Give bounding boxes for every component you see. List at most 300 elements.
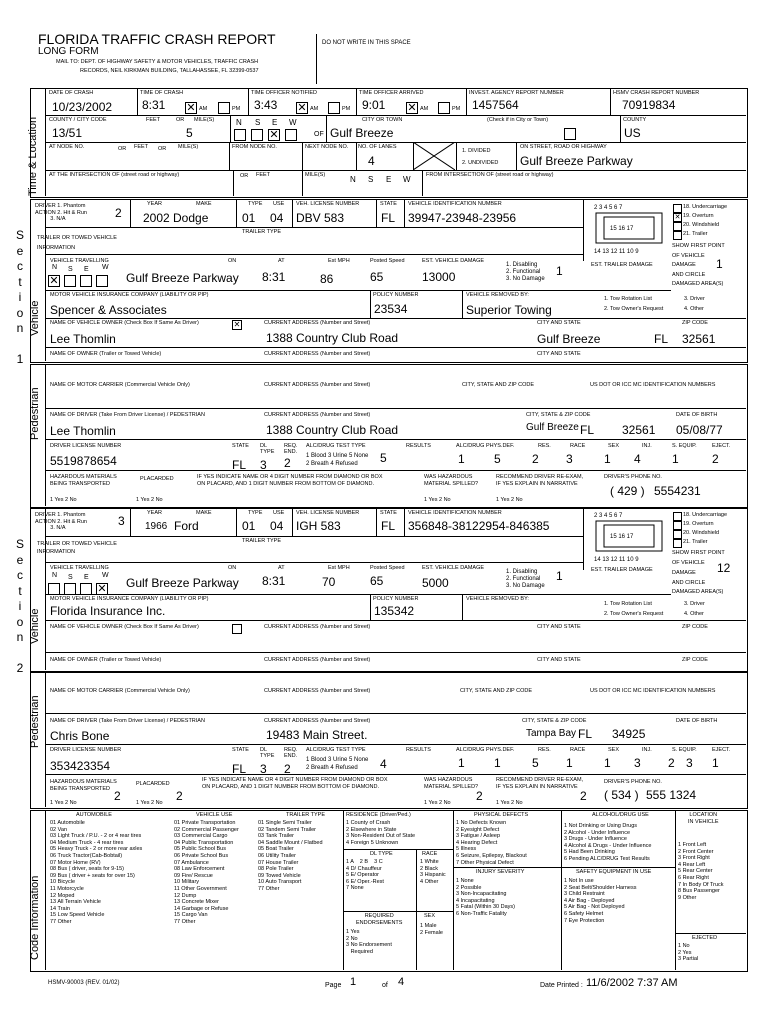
- v2-label-windshield: 20. Windshield: [683, 530, 720, 536]
- p1-placard-yesno: 1 Yes 2 No: [136, 497, 163, 503]
- p1-spilled-yesno: 1 Yes 2 No: [424, 497, 451, 503]
- code-ejected: 1 No 2 Yes 3 Partial: [678, 943, 699, 963]
- label-phys-def-2: ALC/DRUG PHYS.DEF.: [456, 747, 515, 753]
- label-req-end: REQ. END.: [284, 443, 298, 455]
- page-label: Page: [325, 982, 342, 989]
- label-plate-2: VEH. LICENSE NUMBER: [296, 510, 360, 516]
- p2-license: 353423354: [50, 759, 111, 773]
- label-damage-est-2: EST. VEHICLE DAMAGE: [422, 565, 485, 571]
- section1-letter: t: [18, 274, 22, 289]
- invest-report-number: 1457564: [472, 98, 519, 112]
- code-information-heading: Code Information: [29, 875, 41, 960]
- heading-required: REQUIRED ENDORSEMENTS: [356, 913, 403, 926]
- label-from-intersection: FROM INTERSECTION OF (street road or highway): [426, 172, 554, 178]
- v2-policy: 135342: [374, 604, 415, 618]
- v1-type: 01: [242, 211, 256, 225]
- label-sex: SEX: [608, 443, 620, 449]
- label-placarded: PLACARDED: [140, 476, 174, 482]
- v1-removed: Superior Towing: [466, 303, 552, 317]
- label-removed: VEHICLE REMOVED BY:: [466, 292, 529, 298]
- label-undercarriage: 18. Undercarriage: [683, 204, 728, 210]
- undercarriage-box[interactable]: [673, 204, 682, 213]
- section-2-letters: [14, 537, 26, 677]
- p1-license: 5519878654: [50, 454, 117, 468]
- am-checkbox-notified[interactable]: ✕: [297, 102, 307, 114]
- label-res-2: RES.: [538, 747, 551, 753]
- label-spilled: WAS HAZARDOUS MATERIAL SPILLED?: [424, 474, 479, 487]
- p2-reexam: 2: [580, 789, 587, 803]
- label-trailer-info: TRAILER OR TOWED VEHICLE INFORMATION: [37, 235, 117, 251]
- label-year: YEAR: [147, 201, 162, 207]
- of-label: of: [382, 982, 388, 989]
- overturn-box[interactable]: ✕: [674, 214, 681, 221]
- label-dl-type: DL TYPE: [260, 443, 275, 455]
- v2-label-and-circle: AND CIRCLE: [672, 580, 706, 586]
- label-vin-2: VEHICLE IDENTIFICATION NUMBER: [408, 510, 502, 516]
- label-state-2: STATE: [380, 510, 397, 516]
- v2-label-damage: DAMAGE: [672, 570, 696, 576]
- label-feet: FEET: [146, 117, 161, 123]
- mail-line-1: MAIL TO: DEPT. OF HIGHWAY SAFETY & MOTOR VEHICLES, TRAFFIC CRASH: [56, 59, 259, 65]
- dir-s-box[interactable]: [251, 129, 263, 141]
- label-driver-action: DRIVER 1. Phantom ACTION 2. Hit & Run 3. N/A: [35, 203, 87, 222]
- section2-letter: i: [18, 599, 22, 613]
- p2-phone-area: ( 534 ): [604, 788, 639, 802]
- v1-dir-e-box[interactable]: [80, 275, 92, 287]
- label-policy-2: POLICY NUMBER: [373, 596, 419, 602]
- v1-owner: Lee Thomlin: [50, 332, 116, 346]
- code-location: 1 Front Left 2 Front Center 3 Front Right 4 Rear Left 5 Rear Center 6 Rear Right 7 In Body Of Truck 8 Bus Passenger 9 Other: [678, 842, 724, 901]
- code-dl-type: 1 A 2 B 3 C 4 D/ Chauffeur 5 E/ Operator 6 E/ Oper.-Rest 7 None: [346, 859, 384, 892]
- label-trailer-info-2: TRAILER OR TOWED VEHICLE INFORMATION: [37, 541, 117, 555]
- dir-e-2: E: [386, 175, 392, 184]
- v1-dir-e: E: [84, 266, 89, 273]
- label-type-2: TYPE: [248, 510, 263, 516]
- label-eject: EJECT.: [712, 443, 731, 449]
- v2-trailer-box[interactable]: [673, 539, 682, 548]
- v2-undercarriage-box[interactable]: [673, 512, 682, 521]
- heading-physical: PHYSICAL DEFECTS: [474, 812, 529, 818]
- v2-dir-n: N: [52, 572, 58, 579]
- code-alcohol: 1 Not Drinking or Using Drugs 2 Alcohol - Under Influence 3 Drugs - Under Influence 4 Alcohol & Drugs - Under Influence 5 Had Been Drinking 6 Pending ALC/DRUG Test Results: [564, 823, 652, 862]
- label-of: OF: [314, 131, 324, 138]
- label-alc-test-2: ALC/DRUG TEST TYPE: [306, 747, 366, 753]
- label-est-mph: Est MPH: [328, 258, 350, 264]
- label-county-city: COUNTY / CITY CODE: [49, 117, 107, 123]
- label-miles: MILE(S): [194, 117, 215, 123]
- v2-label-first-point: SHOW FIRST POINT: [672, 550, 725, 556]
- label-hazmat-note: IF YES INDICATE NAME OR 4 DIGIT NUMBER FROM DIAMOND OR BOX ON PLACARD, AND 1 DIGIT NUMBER FROM BOTTOM OF DIAMOND.: [197, 474, 383, 487]
- v1-damage-area: 1: [716, 257, 723, 271]
- label-owner-address: CURRENT ADDRESS (Number and Street): [264, 320, 371, 326]
- total-pages: 4: [398, 976, 405, 988]
- v2-use: 04: [270, 519, 284, 533]
- code-race: 1 White 2 Black 3 Hispanic 4 Other: [420, 859, 446, 885]
- section1-letter: e: [16, 243, 24, 258]
- p2-req-end: 2: [284, 762, 291, 776]
- label-alc-test: ALC/DRUG TEST TYPE: [306, 443, 366, 449]
- label-show-first-point: SHOW FIRST POINT: [672, 243, 725, 249]
- pedestrian-heading-1: Pedestrian: [29, 387, 41, 440]
- p2-phys: 1: [494, 756, 501, 770]
- v1-owner-state: FL: [654, 332, 669, 346]
- p1-phys: 5: [494, 452, 501, 466]
- label-windshield: 20. Windshield: [683, 222, 720, 228]
- v2-posted: 65: [370, 574, 384, 588]
- p2-equip-2: 3: [686, 756, 693, 770]
- dir-n: N: [236, 118, 242, 127]
- label-trailer-damage: EST. TRAILER DAMAGE: [591, 262, 653, 268]
- heading-sex: SEX: [424, 913, 436, 919]
- time-notified: 3:43: [254, 98, 278, 112]
- windshield-box[interactable]: [673, 222, 682, 231]
- section2-letter: e: [16, 552, 24, 567]
- removed-opt-3: 3. Driver: [684, 296, 705, 302]
- p2-spilled-yesno: 1 Yes 2 No: [424, 800, 451, 806]
- v2-same-as-driver-box[interactable]: [232, 624, 242, 634]
- v1-at: 8:31: [262, 270, 286, 284]
- v2-overturn-box[interactable]: [673, 521, 682, 530]
- p1-hazmat-yesno: 1 Yes 2 No: [50, 497, 77, 503]
- p2-dl-state: FL: [232, 762, 247, 776]
- label-date-of-crash: DATE OF CRASH: [49, 90, 94, 96]
- p1-reexam-yesno: 1 Yes 2 No: [496, 497, 523, 503]
- time-arrived: 9:01: [362, 98, 386, 112]
- p1-equip: 1: [672, 452, 679, 466]
- v2-dir-w: W: [102, 572, 109, 579]
- v1-vin: 39947-23948-23956: [408, 211, 517, 225]
- p1-results: 1: [458, 452, 465, 466]
- label-driver-action-2: DRIVER 1. Phantom ACTION 2. Hit & Run 3. N/A: [35, 512, 87, 531]
- label-est-mph-2: Est MPH: [328, 565, 350, 571]
- p1-sex: 1: [604, 452, 611, 466]
- p2-hazmat-yesno: 1 Yes 2 No: [50, 800, 77, 806]
- v2-dir-w-box[interactable]: ✕: [97, 583, 107, 595]
- label-on: ON: [228, 258, 237, 264]
- city-town: Gulf Breeze: [330, 126, 394, 140]
- code-sex: 1 Male 2 Female: [420, 923, 443, 936]
- date-printed-label: Date Printed :: [540, 982, 583, 989]
- v2-at: 8:31: [262, 574, 286, 588]
- p2-inj: 3: [634, 756, 641, 770]
- label-lanes: NO. OF LANES: [358, 144, 397, 150]
- label-driver-addr: CURRENT ADDRESS (Number and Street): [264, 412, 371, 418]
- v2-label-trailer: 21. Trailer: [683, 539, 708, 545]
- v2-label-undercarriage: 18. Undercarriage: [683, 512, 728, 518]
- label-damage-opts-2: 1. Disabling 2. Functional 3. No Damage: [506, 569, 545, 589]
- svg-text:14 13 12 11 10 9: 14 13 12 11 10 9: [594, 557, 639, 563]
- p1-res: 2: [532, 452, 539, 466]
- p2-phone: 555 1324: [646, 788, 697, 802]
- county-city-code: 13/51: [52, 126, 83, 140]
- v1-dir-n-box[interactable]: ✕: [49, 275, 59, 287]
- v1-dir-w-box[interactable]: [96, 275, 108, 287]
- v2-dir-s: S: [68, 574, 73, 581]
- p1-driver-addr: 1388 Country Club Road: [266, 423, 399, 437]
- svg-text:15 16 17: 15 16 17: [610, 226, 634, 232]
- v2-on-road: Gulf Breeze Parkway: [126, 576, 239, 590]
- form-number: HSMV-90003 (REV. 01/02): [48, 980, 120, 986]
- p1-phone: 5554231: [654, 484, 701, 498]
- p1-req-end: 2: [284, 456, 291, 470]
- p2-placarded: 2: [176, 789, 183, 803]
- p1-eject: 2: [712, 452, 719, 466]
- label-equip-2: S. EQUIP.: [672, 747, 697, 753]
- dir-w-box[interactable]: [285, 129, 297, 141]
- label-feet-3: FEET: [256, 172, 271, 178]
- label-eject-2: EJECT.: [712, 747, 731, 753]
- v1-owner-zip: 32561: [682, 332, 716, 346]
- removed-opt-1-2: 1. Tow Rotation List: [604, 601, 652, 607]
- label-miles-3: MILE(S): [305, 172, 326, 178]
- v1-policy: 23534: [374, 302, 408, 316]
- v1-same-as-driver-box[interactable]: ✕: [233, 320, 241, 329]
- lanes-cross: [413, 142, 455, 170]
- label-owner-2: NAME OF VEHICLE OWNER (Check Box If Same As Driver): [50, 624, 199, 630]
- removed-opt-1: 1. Tow Rotation List: [604, 296, 652, 302]
- label-travelling: VEHICLE TRAVELLING: [50, 258, 109, 264]
- dir-e: E: [272, 118, 278, 127]
- label-hazmat: HAZARDOUS MATERIALS BEING TRANSPORTED: [50, 474, 117, 487]
- v1-posted: 65: [370, 270, 384, 284]
- v1-insurance: Spencer & Associates: [50, 303, 167, 317]
- dir-s: S: [255, 118, 261, 127]
- p2-results: 1: [458, 756, 465, 770]
- label-dl-state-2: STATE: [232, 747, 249, 753]
- label-trailer-city-2: CITY AND STATE: [537, 657, 581, 663]
- v1-est-mph: 86: [320, 272, 334, 286]
- label-trailer-zip-2: ZIP CODE: [682, 657, 708, 663]
- svg-text:2 3 4 5 6 7: 2 3 4 5 6 7: [594, 205, 623, 211]
- v1-dir-s: S: [68, 266, 73, 273]
- section1-letter: 1: [16, 352, 24, 366]
- label-county: COUNTY: [623, 117, 647, 123]
- label-alc-opts-2: 1 Blood 3 Urine 5 None 2 Breath 4 Refused: [306, 757, 369, 771]
- dir-w-2: W: [403, 175, 411, 184]
- label-and-circle: AND CIRCLE: [672, 272, 706, 278]
- label-undivided: 2. UNDIVIDED: [462, 160, 499, 166]
- label-of-vehicle: OF VEHICLE: [672, 253, 705, 259]
- pedestrian-heading-2: Pedestrian: [29, 695, 41, 748]
- p2-state: FL: [578, 727, 593, 741]
- heading-vehicle-type: AUTOMOBILE: [76, 812, 112, 818]
- code-residence: 1 County of Crash 2 Elsewhere in State 3 Non-Resident Out of State 4 Foreign 5 Unknown: [346, 820, 416, 846]
- label-check-city: (Check if in City or Town): [487, 117, 549, 123]
- pm-label: PM: [342, 106, 351, 112]
- label-insurance: MOTOR VEHICLE INSURANCE COMPANY (LIABILITY OR PIP): [50, 292, 209, 298]
- label-hazmat-2: HAZARDOUS MATERIALS BEING TRANSPORTED: [50, 779, 117, 792]
- p1-inj: 4: [634, 452, 641, 466]
- p2-driver-name: Chris Bone: [50, 729, 110, 743]
- dir-n-box[interactable]: [234, 129, 246, 141]
- label-on-2: ON: [228, 565, 237, 571]
- label-trailer-type: TRAILER TYPE: [242, 229, 282, 235]
- page-number: 1: [350, 976, 357, 988]
- v2-type: 01: [242, 519, 256, 533]
- p2-hazmat: 2: [114, 789, 121, 803]
- label-owner-address-2: CURRENT ADDRESS (Number and Street): [264, 624, 371, 630]
- label-race: RACE: [570, 443, 586, 449]
- mail-line-2: RECORDS, NEIL KIRKMAN BUILDING, TALLAHASSEE, FL 32399-0537: [80, 68, 259, 74]
- label-damage-opts: 1. Disabling 2. Functional 3. No Damage: [506, 262, 545, 282]
- heading-trailer-type: TRAILER TYPE: [286, 812, 326, 818]
- label-req-end-2: REQ. END.: [284, 747, 298, 759]
- p2-driver-addr: 19483 Main Street.: [266, 728, 368, 742]
- v2-plate: IGH 583: [296, 519, 341, 533]
- v1-use: 04: [270, 211, 284, 225]
- am-checkbox-crash[interactable]: ✕: [186, 102, 196, 114]
- label-license: DRIVER LICENSE NUMBER: [50, 443, 122, 449]
- v1-action: 2: [115, 206, 122, 220]
- label-trailer-address: CURRENT ADDRESS (Number and Street): [264, 351, 371, 357]
- section2-letter: n: [16, 630, 24, 644]
- label-driver-csz: CITY, STATE & ZIP CODE: [526, 412, 591, 418]
- crash-time: 8:31: [142, 98, 166, 112]
- label-results: RESULTS: [406, 443, 431, 449]
- label-intersection: AT THE INTERSECTION OF (street road or highway): [49, 172, 180, 178]
- heading-ejected: EJECTED: [692, 935, 718, 941]
- v2-damage: 5000: [422, 576, 449, 590]
- crash-date: 10/23/2002: [52, 100, 113, 114]
- label-usdot-2: US DOT OR ICC MC IDENTIFICATION NUMBERS: [590, 688, 716, 694]
- section-1-letters: [14, 228, 26, 368]
- v2-label-damaged-areas: DAMAGED AREA(S): [672, 589, 724, 595]
- code-physical: 1 No Defects Known 2 Eyesight Defect 3 Fatigue / Asleep 4 Hearing Defect 5 Illness 6 Seizure, Epilepsy, Blackout 7 Other Physical Defect: [456, 820, 527, 866]
- section1-letter: c: [17, 259, 23, 273]
- label-inj-2: INJ.: [642, 747, 652, 753]
- label-trailer-owner: NAME OF OWNER (Trailer or Towed Vehicle): [50, 351, 162, 357]
- label-driver: NAME OF DRIVER (Take From Driver License) / PEDESTRIAN: [50, 412, 205, 418]
- v2-windshield-box[interactable]: [673, 530, 682, 539]
- p2-equip-1: 2: [668, 756, 675, 770]
- code-vehicle-type: 01 Automobile 02 Van 03 Light Truck / P.U. - 2 or 4 rear tires 04 Medium Truck - 4 rear tires 05 Heavy Truck - 2 or more rear axles 06 Truck Tractor(Cab-Bobtail) 07 Motor Home (RV) 08 Bus ( driver, seats for 9-15) 09 Bus ( driver + seats for over 15) 10 Bicycle 11 Motorcycle 12 Moped 13 All Terrain Vehicle 14 Train 15 Low Speed Vehicle 77 Other: [50, 820, 143, 925]
- heading-injury: INJURY SEVERITY: [476, 869, 525, 875]
- label-divided: 1. DIVIDED: [462, 148, 491, 154]
- p1-driver-name: Lee Thomlin: [50, 424, 116, 438]
- p1-zip: 32561: [622, 423, 656, 437]
- p1-phone-area: ( 429 ): [610, 484, 645, 498]
- label-trailer-city: CITY AND STATE: [537, 351, 581, 357]
- v1-damage: 13000: [422, 270, 456, 284]
- label-hsmv-number: HSMV CRASH REPORT NUMBER: [613, 90, 700, 96]
- label-plate: VEH. LICENSE NUMBER: [296, 201, 360, 207]
- label-carrier-csz-2: CITY, STATE AND ZIP CODE: [460, 688, 533, 694]
- code-trailer-type: 01 Single Semi Trailer 02 Tandem Semi Trailer 03 Tank Trailer 04 Saddle Mount / Flatbed 05 Boat Trailer 06 Utility Trailer 07 House Trailer 08 Pole Trailer 09 Towed Vehicle 10 Auto Transport 77 Other: [258, 820, 323, 892]
- v2-label-overturn: 19. Overturn: [683, 521, 714, 527]
- label-state: STATE: [380, 201, 397, 207]
- pm-checkbox-arrived[interactable]: [438, 102, 450, 114]
- v1-dir-s-box[interactable]: [64, 275, 76, 287]
- label-carrier: NAME OF MOTOR CARRIER (Commercial Vehicle Only): [50, 382, 190, 388]
- label-driver-addr-2: CURRENT ADDRESS (Number and Street): [264, 718, 371, 724]
- p2-city: Tampa Bay: [526, 728, 577, 739]
- v2-make: Ford: [174, 519, 199, 533]
- v1-on-road: Gulf Breeze Parkway: [126, 271, 239, 285]
- am-checkbox-arrived[interactable]: ✕: [407, 102, 417, 114]
- label-or-3: OR: [158, 146, 167, 152]
- label-use: USE: [273, 201, 285, 207]
- pm-checkbox-crash[interactable]: [218, 102, 230, 114]
- label-type: TYPE: [248, 201, 263, 207]
- label-zip: ZIP CODE: [682, 320, 708, 326]
- p2-dl-type: 3: [260, 762, 267, 776]
- dir-s-2: S: [368, 175, 374, 184]
- label-trailer-type-2: TRAILER TYPE: [242, 538, 282, 544]
- section2-letter: [14, 646, 26, 662]
- label-damaged-areas: DAMAGED AREA(S): [672, 281, 724, 287]
- v2-est-mph: 70: [322, 575, 336, 589]
- label-reexam: RECOMMEND DRIVER RE-EXAM, IF YES EXPLAIN IN NARRATIVE: [496, 474, 584, 487]
- in-city-checkbox[interactable]: [564, 128, 576, 140]
- section1-letter: [14, 337, 26, 353]
- label-removed-2: VEHICLE REMOVED BY:: [466, 596, 529, 602]
- label-dl-state: STATE: [232, 443, 249, 449]
- label-miles-2: MILE(S): [178, 144, 199, 150]
- label-city-state: CITY AND STATE: [537, 320, 581, 326]
- label-license-2: DRIVER LICENSE NUMBER: [50, 747, 122, 753]
- form-subtitle: LONG FORM: [38, 46, 99, 57]
- p1-dob: 05/08/77: [676, 423, 723, 437]
- section1-letter: o: [16, 305, 24, 320]
- code-required: 1 Yes 2 No 3 No Endorsement Required: [346, 929, 392, 955]
- on-street-value: Gulf Breeze Parkway: [520, 154, 633, 168]
- v2-damage-diagram: [590, 511, 670, 563]
- section2-letter: t: [18, 583, 22, 598]
- trailer-box[interactable]: [673, 231, 682, 240]
- section2-letter: S: [15, 537, 24, 551]
- p1-dl-state: FL: [232, 458, 247, 472]
- label-results-2: RESULTS: [406, 747, 431, 753]
- section1-letter: n: [16, 321, 24, 335]
- label-damage-est: EST. VEHICLE DAMAGE: [422, 258, 485, 264]
- section2-letter: o: [16, 614, 24, 629]
- heading-alcohol: ALCOHOL/DRUG USE: [592, 812, 649, 818]
- label-city-town: CITY OR TOWN: [362, 117, 403, 123]
- label-phone: DRIVER'S PHONE NO.: [604, 474, 662, 480]
- label-time-notified: TIME OFFICER NOTIFIED: [251, 90, 317, 96]
- v1-damage-diagram: [590, 203, 670, 255]
- v2-year: 1966: [145, 521, 168, 532]
- v1-state: FL: [381, 211, 396, 225]
- label-node: AT NODE NO.: [49, 144, 85, 150]
- label-overturn: 19. Overturn: [683, 213, 714, 219]
- svg-text:14 13 12 11 10 9: 14 13 12 11 10 9: [594, 249, 639, 255]
- dir-n-2: N: [350, 175, 356, 184]
- label-next-node: NEXT NODE NO.: [305, 144, 349, 150]
- am-label: AM: [420, 106, 429, 112]
- code-vehicle-use: 01 Private Transportation 02 Commercial Passenger 03 Commercial Cargo 04 Public Transportation 05 Public School Bus 06 Private School Bus 07 Ambulance 08 Law Enforcement 09 Fire/ Rescue 10 Military 11 Other Government 12 Dump 13 Concrete Mixer 14 Garbage or Refuse 15 Cargo Van 77 Other: [174, 820, 239, 925]
- heading-safety: SAFETY EQUIPMENT IN USE: [576, 869, 652, 875]
- county-value: US: [624, 126, 641, 140]
- code-safety: 1 Not In use 2 Seat Belt/Shoulder Harness 3 Child Restraint 4 Air Bag - Deployed 5 Air Bag - Not Deployed 6 Safety Helmet 7 Eye Protection: [564, 878, 637, 924]
- label-or-2: OR: [118, 146, 127, 152]
- pm-checkbox-notified[interactable]: [328, 102, 340, 114]
- code-injury: 1 None 2 Possible 3 Non-Incapacitating 4 Incapacitating 5 Fatal (Within 30 Days) 6 Non-Traffic Fatality: [456, 878, 515, 917]
- v2-state: FL: [381, 519, 396, 533]
- label-phys-def: ALC/DRUG PHYS.DEF.: [456, 443, 515, 449]
- form-title: FLORIDA TRAFFIC CRASH REPORT: [38, 31, 276, 47]
- label-feet-2: FEET: [134, 144, 149, 150]
- heading-location: LOCATION IN VEHICLE: [688, 812, 719, 825]
- v1-owner-address: 1388 Country Club Road: [266, 331, 399, 345]
- section2-letter: c: [17, 568, 23, 582]
- p2-reexam-yesno: 1 Yes 2 No: [496, 800, 523, 806]
- dir-e-box[interactable]: ✕: [269, 129, 279, 141]
- removed-opt-3-2: 3. Driver: [684, 601, 705, 607]
- label-city-state-2: CITY AND STATE: [537, 624, 581, 630]
- label-insurance-2: MOTOR VEHICLE INSURANCE COMPANY (LIABILITY OR PIP): [50, 596, 209, 602]
- label-res: RES.: [538, 443, 551, 449]
